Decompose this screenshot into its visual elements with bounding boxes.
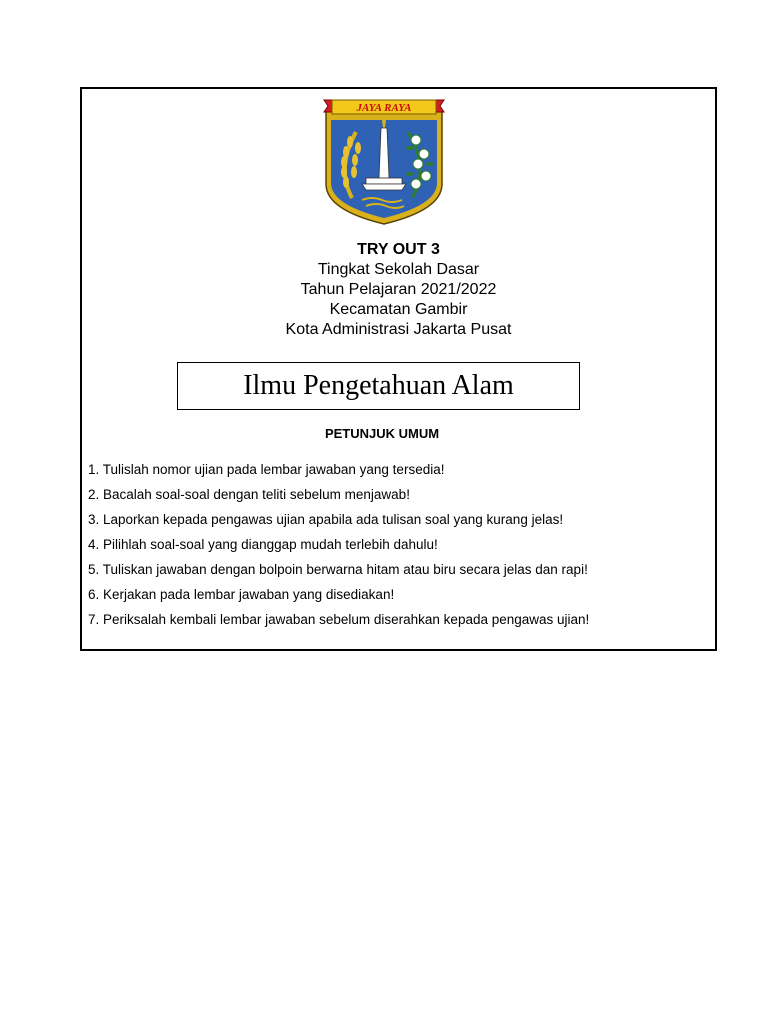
school-level: Tingkat Sekolah Dasar: [317, 261, 480, 278]
district: Kecamatan Gambir: [329, 301, 468, 318]
list-item: 5. Tuliskan jawaban dengan bolpoin berwarna hitam atau biru secara jelas dan rapi!: [88, 562, 588, 577]
exam-title: TRY OUT 3: [357, 241, 440, 258]
subject-box: [177, 362, 580, 410]
subject-title: Ilmu Pengetahuan Alam: [243, 370, 514, 401]
list-item: 3. Laporkan kepada pengawas ujian apabila ada tulisan soal yang kurang jelas!: [88, 512, 564, 527]
school-year: Tahun Pelajaran 2021/2022: [300, 281, 497, 298]
city: Kota Administrasi Jakarta Pusat: [285, 321, 512, 338]
list-item: 1. Tulislah nomor ujian pada lembar jawaban yang tersedia!: [88, 462, 445, 477]
list-item: 6. Kerjakan pada lembar jawaban yang disediakan!: [88, 587, 395, 602]
list-item: 7. Periksalah kembali lembar jawaban sebelum diserahkan kepada pengawas ujian!: [88, 612, 590, 627]
jakarta-coat-of-arms-icon: [322, 98, 446, 226]
banner-text: JAYA RAYA: [356, 102, 412, 114]
instructions-list: [88, 457, 589, 632]
cover-frame: [80, 87, 717, 651]
instructions-title: PETUNJUK UMUM: [324, 426, 440, 441]
exam-header: [82, 240, 715, 340]
list-item: 4. Pilihlah soal-soal yang dianggap mudah terlebih dahulu!: [88, 537, 438, 552]
list-item: 2. Bacalah soal-soal dengan teliti sebelum menjawab!: [88, 487, 410, 502]
